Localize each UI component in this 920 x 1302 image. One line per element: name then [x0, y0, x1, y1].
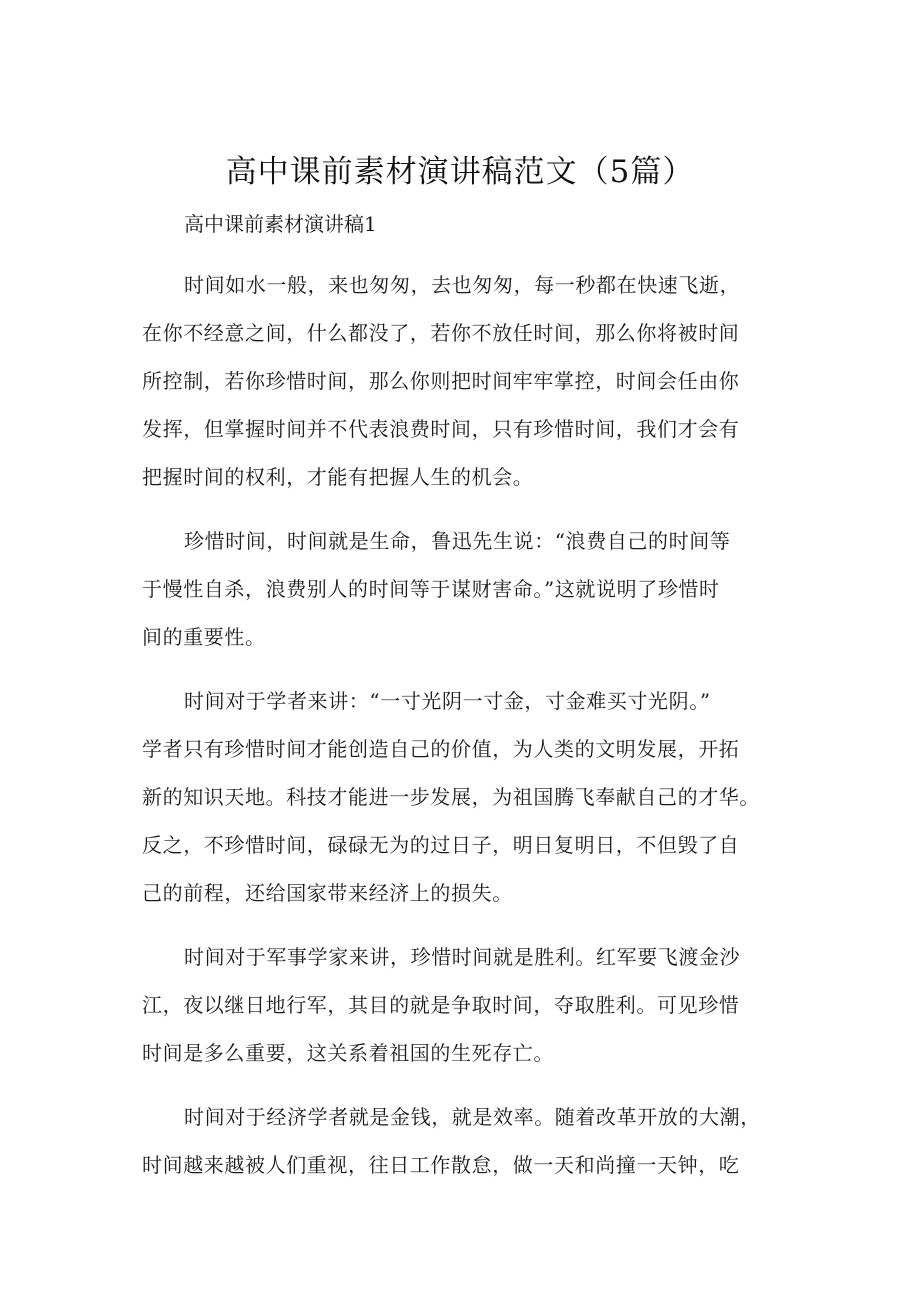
paragraph-3-line-2: 学者只有珍惜时间才能创造自己的价值，为人类的文明发展，开拓: [142, 737, 740, 761]
paragraph-2-line-3: 间的重要性。: [142, 625, 266, 649]
paragraph-3-line-4: 反之，不珍惜时间，碌碌无为的过日子，明日复明日，不但毁了自: [142, 833, 740, 857]
paragraph-2-line-2: 于慢性自杀，浪费别人的时间等于谋财害命。”这就说明了珍惜时: [142, 577, 720, 601]
paragraph-4-line-1: 时间对于军事学家来讲，珍惜时间就是胜利。红军要飞渡金沙: [184, 945, 741, 969]
paragraph-5-line-2: 时间越来越被人们重视，往日工作散怠，做一天和尚撞一天钟，吃: [142, 1153, 740, 1177]
paragraph-5-line-1: 时间对于经济学者就是金钱，就是效率。随着改革开放的大潮，: [184, 1105, 761, 1129]
paragraph-3-line-1: 时间对于学者来讲：“一寸光阴一寸金，寸金难买寸光阴。”: [184, 689, 711, 713]
paragraph-4-line-3: 时间是多么重要，这关系着祖国的生死存亡。: [142, 1041, 554, 1065]
paragraph-1-line-1: 时间如水一般，来也匆匆，去也匆匆，每一秒都在快速飞逝，: [184, 273, 741, 297]
paragraph-4-line-2: 江，夜以继日地行军，其目的就是争取时间，夺取胜利。可见珍惜: [142, 993, 740, 1017]
paragraph-1-line-4: 发挥，但掌握时间并不代表浪费时间，只有珍惜时间，我们才会有: [142, 417, 740, 441]
document-title: 高中课前素材演讲稿范文（5篇）: [225, 154, 695, 190]
section-heading: 高中课前素材演讲稿1: [184, 212, 377, 236]
paragraph-3-line-5: 己的前程，还给国家带来经济上的损失。: [142, 881, 513, 905]
paragraph-3-line-3: 新的知识天地。科技才能进一步发展，为祖国腾飞奉献自己的才华。: [142, 785, 760, 809]
paragraph-1-line-2: 在你不经意之间，什么都没了，若你不放任时间，那么你将被时间: [142, 321, 740, 345]
paragraph-1-line-5: 把握时间的权利，才能有把握人生的机会。: [142, 465, 534, 489]
paragraph-1-line-3: 所控制，若你珍惜时间，那么你则把时间牢牢掌控，时间会任由你: [142, 369, 740, 393]
paragraph-2-line-1: 珍惜时间，时间就是生命，鲁迅先生说：“浪费自己的时间等: [184, 529, 731, 553]
